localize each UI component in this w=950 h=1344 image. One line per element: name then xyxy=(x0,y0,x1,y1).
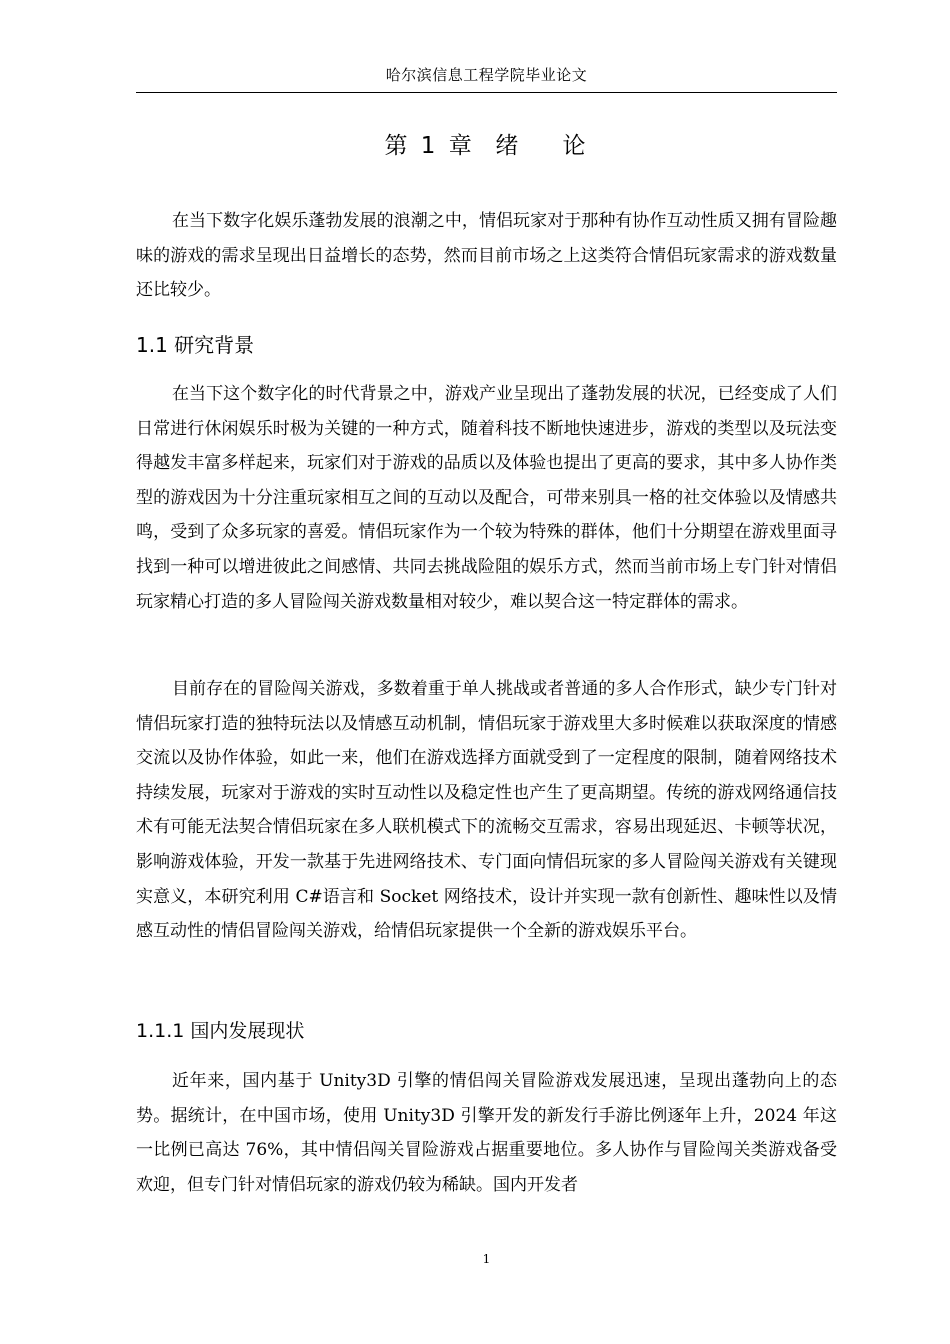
header-rule xyxy=(136,92,837,93)
background-paragraph-1: 在当下这个数字化的时代背景之中，游戏产业呈现出了蓬勃发展的状况，已经变成了人们日常进行休闲娱乐时极为关键的一种方式，随着科技不断地快速进步，游戏的类型以及玩法变得越发丰富多样起来，玩家们对于游戏的品质以及体验也提出了更高的要求，其中多人协作类型的游戏因为十分注重玩家相互之间的互动以及配合，可带来别具一格的社交体验以及情感共鸣，受到了众多玩家的喜爱。情侣玩家作为一个较为特殊的群体，他们十分期望在游戏里面寻找到一种可以增进彼此之间感情、共同去挑战险阻的娱乐方式，然而当前市场上专门针对情侣玩家精心打造的多人冒险闯关游戏数量相对较少，难以契合这一特定群体的需求。 xyxy=(136,384,837,612)
page-header: 哈尔滨信息工程学院毕业论文 xyxy=(385,66,588,84)
page-number: 1 xyxy=(482,1252,491,1266)
background-paragraph-2: 目前存在的冒险闯关游戏，多数着重于单人挑战或者普通的多人合作形式，缺少专门针对情侣玩家打造的独特玩法以及情感互动机制，情侣玩家于游戏里大多时候难以获取深度的情感交流以及协作体验，如此一来，他们在游戏选择方面就受到了一定程度的限制，随着网络技术持续发展，玩家对于游戏的实时互动性以及稳定性也产生了更高期望。传统的游戏网络通信技术有可能无法契合情侣玩家在多人联机模式下的流畅交互需求，容易出现延迟、卡顿等状况，影响游戏体验，开发一款基于先进网络技术、专门面向情侣玩家的多人冒险闯关游戏有关键现实意义，本研究利用 C#语言和 Socket 网络技术，设计并实现一款有创新性、趣味性以及情感互动性的情侣冒险闯关游戏，给情侣玩家提供一个全新的游戏娱乐平台。 xyxy=(136,679,837,942)
domestic-status-paragraph: 近年来，国内基于 Unity3D 引擎的情侣闯关冒险游戏发展迅速，呈现出蓬勃向上的态势。据统计，在中国市场，使用 Unity3D 引擎开发的新发行手游比例逐年上升，2024 年这一比例已高达 76%，其中情侣闯关冒险游戏占据重要地位。多人协作与冒险闯关类游戏备受欢迎，但专门针对情侣玩家的游戏仍较为稀缺。国内开发者 xyxy=(136,1071,837,1195)
intro-paragraph: 在当下数字化娱乐蓬勃发展的浪潮之中，情侣玩家对于那种有协作互动性质又拥有冒险趣味的游戏的需求呈现出日益增长的态势，然而目前市场之上这类符合情侣玩家需求的游戏数量还比较少。 xyxy=(136,211,837,301)
chapter-title: 第 1 章 绪 论 xyxy=(384,133,589,159)
section-heading-1-1: 1.1 研究背景 xyxy=(136,333,255,357)
section-heading-1-1-1: 1.1.1 国内发展现状 xyxy=(136,1020,305,1042)
